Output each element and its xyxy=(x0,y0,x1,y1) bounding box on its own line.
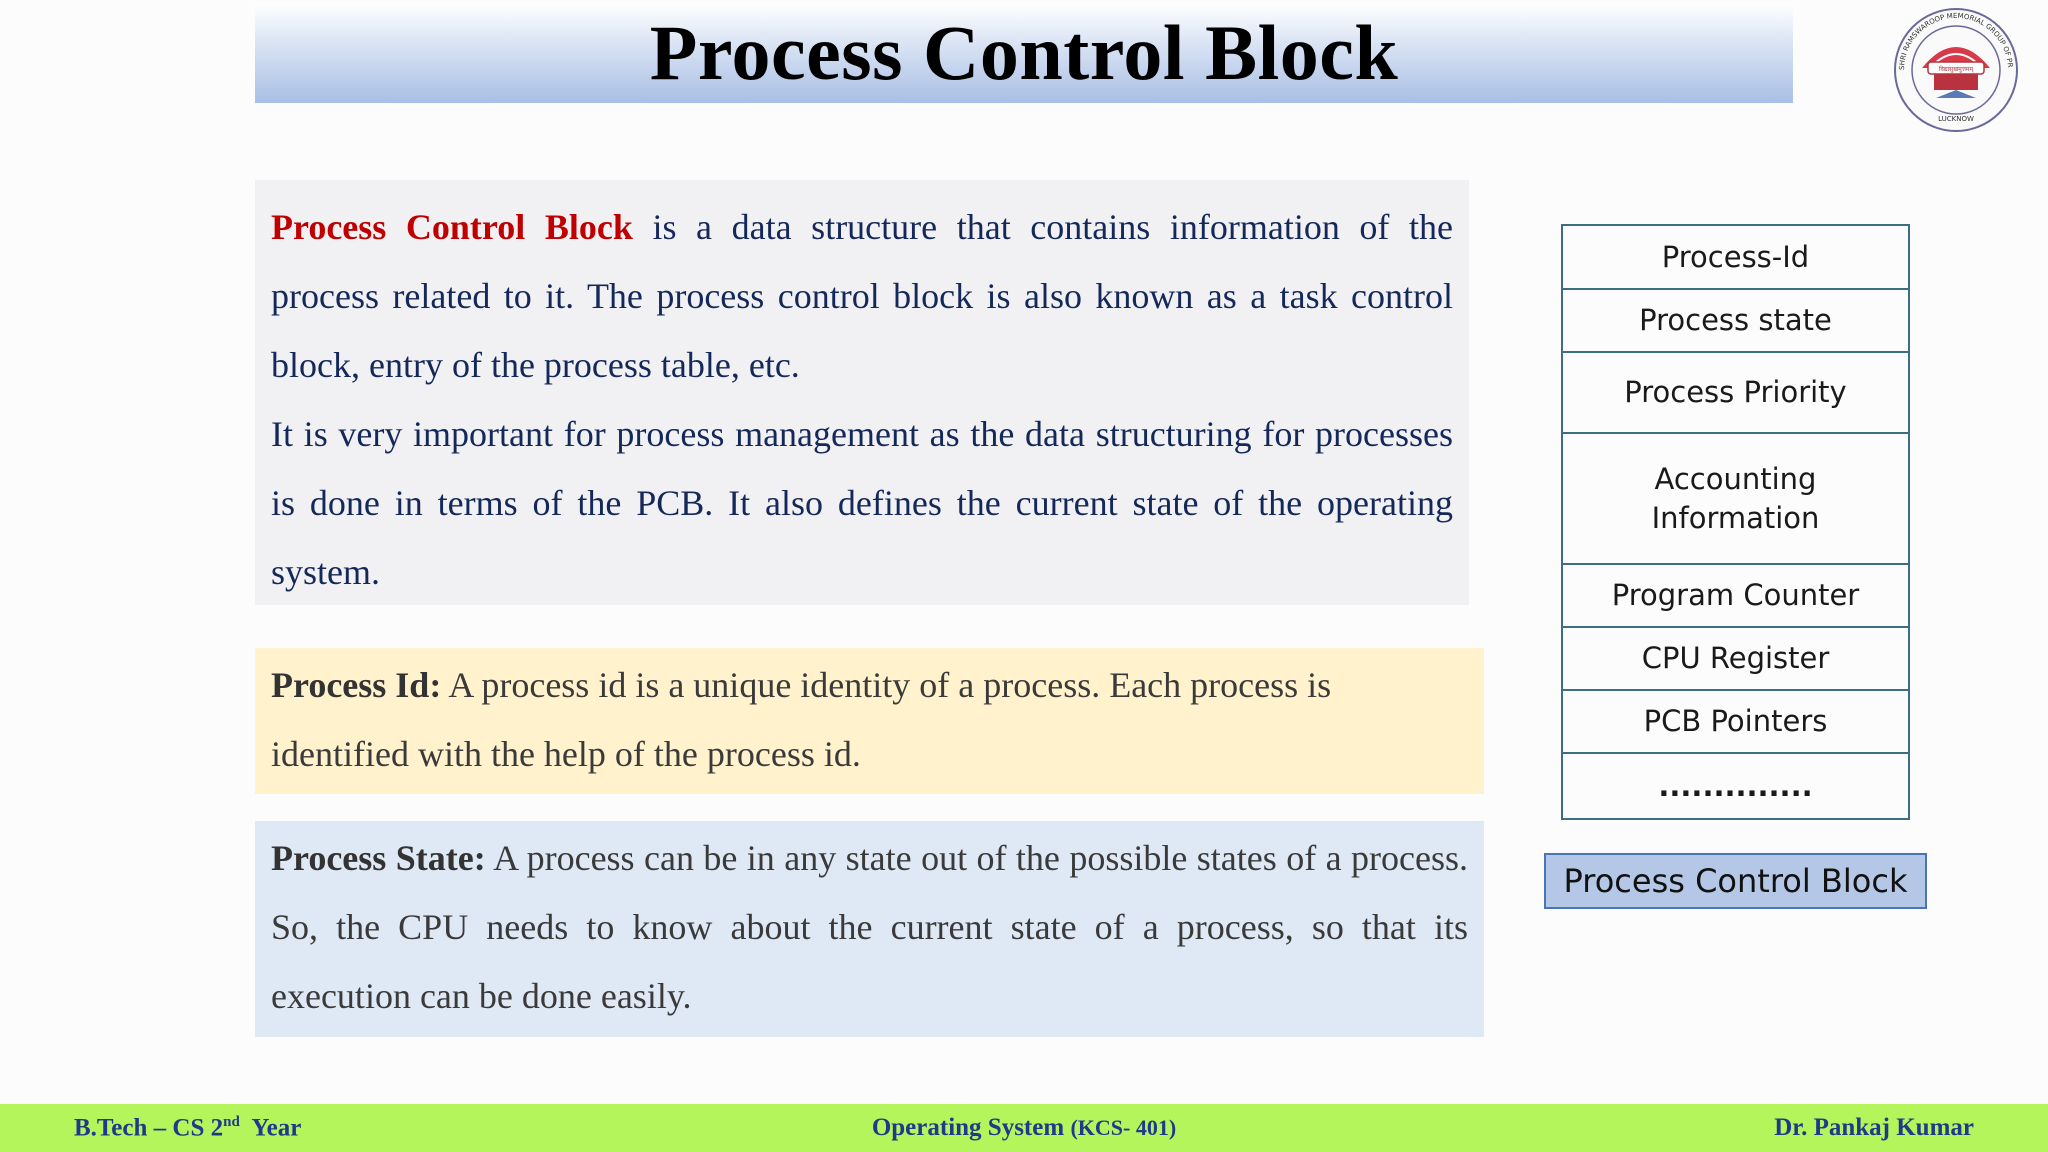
footer-subject-code: (KCS- 401) xyxy=(1070,1115,1177,1140)
process-state-box xyxy=(255,821,1484,1037)
pcb-caption: Process Control Block xyxy=(1544,853,1927,909)
pcb-field-process-state: Process state xyxy=(1563,290,1908,353)
footer-course-main: B.Tech – CS 2 xyxy=(74,1114,224,1142)
title-banner xyxy=(255,3,1793,103)
process-id-text: A process id is a unique identity of a process. Each process is identified with the help of the process id. xyxy=(271,665,1332,774)
intro-paragraph-2: It is very important for process management as the data structuring for processes is done in terms of the PCB. It also defines the current state of the operating system. xyxy=(271,414,1453,592)
footer-course-sup: nd xyxy=(223,1113,240,1130)
footer-course xyxy=(74,1114,301,1142)
pcb-field-pcb-pointers: PCB Pointers xyxy=(1563,691,1908,754)
logo-ring-text: SHRI RAMSWAROOP MEMORIAL GROUP OF PR xyxy=(1897,11,2014,71)
pcb-field-program-counter: Program Counter xyxy=(1563,565,1908,628)
footer-bar xyxy=(0,1104,2048,1152)
process-state-label: Process State: xyxy=(271,838,486,878)
process-id-label: Process Id: xyxy=(271,665,442,705)
pcb-diagram xyxy=(1561,224,1910,820)
intro-text-1: is a data structure that contains information of the process related to it. The process control block is also known as a task control block, entry of the process table, etc. xyxy=(271,207,1453,385)
pcb-field-accounting-information: Accounting Information xyxy=(1563,434,1908,565)
pcb-field-process-priority: Process Priority xyxy=(1563,353,1908,434)
process-id-box xyxy=(255,648,1484,794)
footer-subject xyxy=(0,1114,2048,1142)
process-state-text: A process can be in any state out of the possible states of a process. So, the CPU needs to know about the current state of a process, so that its execution can be done easily. xyxy=(271,838,1468,1016)
slide-title: Process Control Block xyxy=(649,9,1399,96)
intro-highlight: Process Control Block xyxy=(271,207,633,247)
intro-paragraph-1 xyxy=(271,193,1453,400)
pcb-field-cpu-register: CPU Register xyxy=(1563,628,1908,691)
footer-course-end: Year xyxy=(239,1114,302,1142)
footer-subject-main: Operating System xyxy=(871,1114,1071,1141)
college-logo-icon xyxy=(1892,6,2020,134)
logo-ribbon: विद्यासुखमुत्तमम् xyxy=(1938,66,1974,73)
intro-box xyxy=(255,180,1469,605)
footer-author: Dr. Pankaj Kumar xyxy=(1774,1114,1974,1141)
pcb-field-process-id: Process-Id xyxy=(1563,226,1908,290)
pcb-field-ellipsis: .............. xyxy=(1658,768,1813,803)
logo-city: LUCKNOW xyxy=(1938,115,1974,123)
